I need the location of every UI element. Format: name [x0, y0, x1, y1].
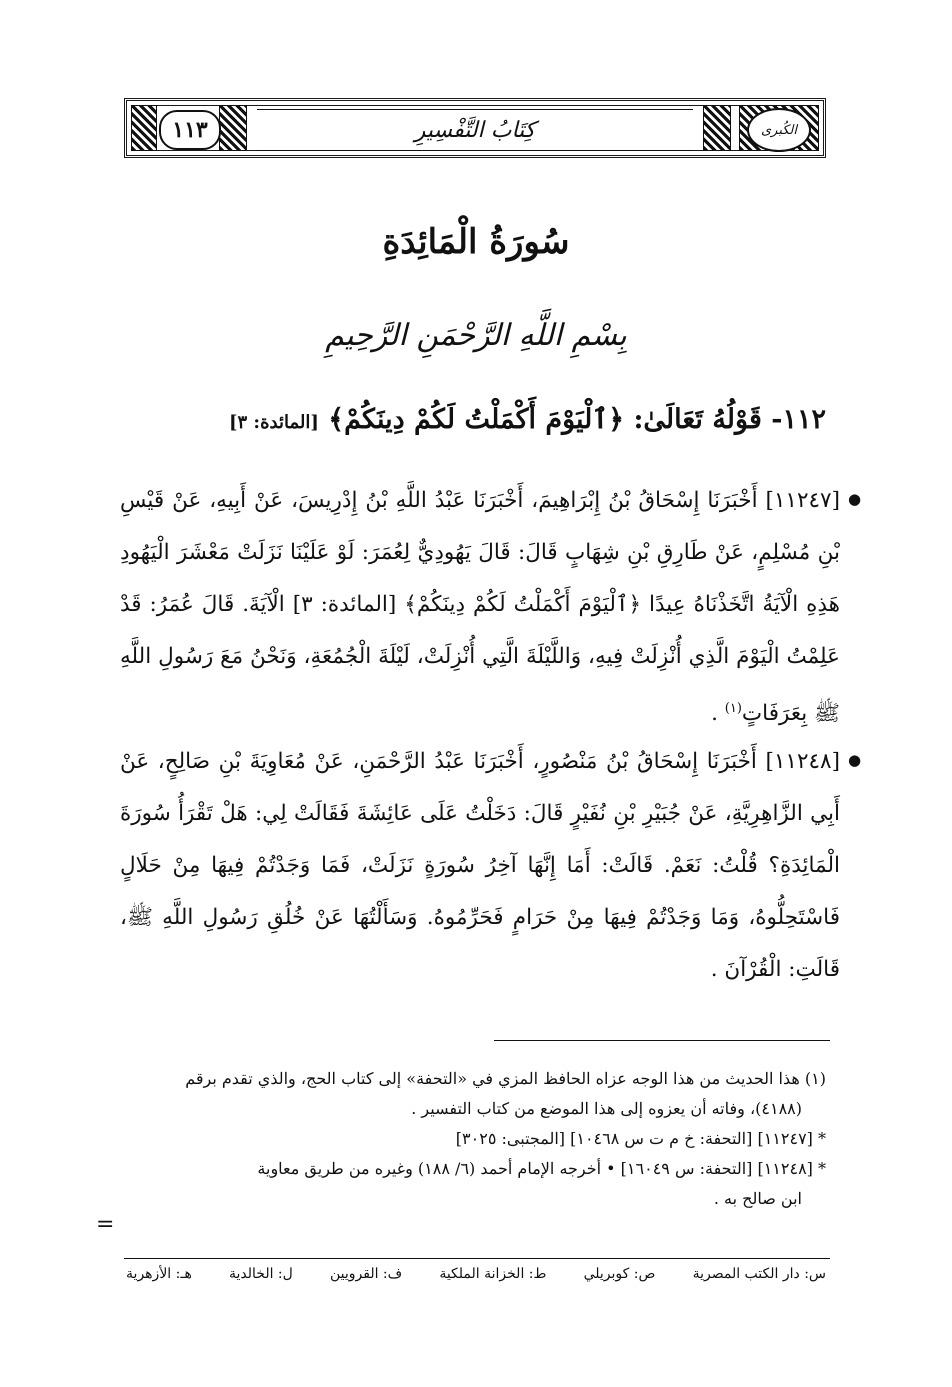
ornament-left-inner-icon	[219, 105, 247, 151]
basmala: بِسْمِ اللَّهِ الرَّحْمَنِ الرَّحِيمِ	[325, 318, 627, 353]
takhrij-11247: * [١١٢٤٧] [التحفة: خ م ت س ١٠٤٦٨] [المجتبى: ٣٠٢٥]	[455, 1129, 826, 1148]
footnotes	[116, 1064, 826, 1214]
hadith-text: [١١٢٤٧] أَخْبَرَنَا إِسْحَاقُ بْنُ إِبْرَاهِيمَ، أَخْبَرَنَا عَبْدُ اللَّهِ بْنُ إِدْرِيسَ، عَنْ أَبِيهِ، عَنْ قَيْسِ بْنِ مُسْلِمٍ، عَنْ طَارِقِ بْنِ شِهَابٍ قَالَ: قَالَ يَهُودِيٌّ لِعُمَرَ: لَوْ عَلَيْنَا نَزَلَتْ مَعْشَرَ الْيَهُودِ هَذِهِ الْآيَةُ اتَّخَذْنَاهُ عِيدًا ﴿ٱلْيَوْمَ أَكْمَلْتُ لَكُمْ دِينَكُمْ﴾ [المائدة: ٣] الْآيَةَ. قَالَ عُمَرُ: قَدْ عَلِمْتُ الْيَوْمَ الَّذِي أُنْزِلَتْ فِيهِ، وَاللَّيْلَةَ الَّتِي أُنْزِلَتْ، لَيْلَةَ الْجُمُعَةِ، وَنَحْنُ مَعَ رَسُولِ اللَّهِ ﷺ بِعَرَفَاتٍ	[120, 488, 840, 727]
section-heading-text: ١١٢- قَوْلُهُ تَعَالَىٰ: ﴿ٱلْيَوْمَ أَكْمَلْتُ لَكُمْ دِينَكُمْ﴾	[328, 404, 826, 435]
siglum-item: ل: الخالدية	[229, 1266, 293, 1282]
hadith-paragraph-11247	[120, 475, 840, 740]
takhrij-11248-line-2: ابن صالح به .	[713, 1189, 802, 1208]
footnote-divider	[494, 1040, 830, 1041]
bullet-icon: ●	[848, 751, 862, 769]
section-heading	[106, 404, 826, 435]
siglum-item: ص: كوبريلي	[583, 1266, 656, 1282]
footnote-1-line-2: (٤١٨٨)، وفاته أن يعزوه إلى هذا الموضع من كتاب التفسير .	[411, 1099, 802, 1118]
hadith-text: [١١٢٤٨] أَخْبَرَنَا إِسْحَاقُ بْنُ مَنْصُورٍ، أَخْبَرَنَا عَبْدُ الرَّحْمَنِ، عَنْ مُعَاوِيَةَ بْنِ صَالِحٍ، عَنْ أَبِي الزَّاهِرِيَّةِ، عَنْ جُبَيْرِ بْنِ نُفَيْرٍ قَالَ: دَخَلْتُ عَلَى عَائِشَةَ فَقَالَتْ لِي: هَلْ تَقْرَأُ سُورَةَ الْمَائِدَةِ؟ قُلْتُ: نَعَمْ. قَالَتْ: أَمَا إِنَّهَا آخِرُ سُورَةٍ نَزَلَتْ، فَمَا وَجَدْتُمْ فِيهَا مِنْ حَلَالٍ فَاسْتَحِلُّوهُ، وَمَا وَجَدْتُمْ فِيهَا مِنْ حَرَامٍ فَحَرِّمُوهُ. وَسَأَلْتُهَا عَنْ خُلُقِ رَسُولِ اللَّهِ ﷺ، قَالَتِ: الْقُرْآنَ .	[120, 749, 840, 982]
hadith-paragraph-11248	[120, 736, 840, 996]
continuation-mark: =	[96, 1212, 115, 1237]
book-section-title: كِتَابُ التَّفْسِيرِ	[257, 109, 693, 151]
siglum-item: ف: القرويين	[329, 1266, 403, 1282]
manuscript-sigla	[126, 1266, 826, 1282]
bullet-icon: ●	[848, 490, 862, 508]
page-number: ١١٣	[159, 110, 221, 150]
page-header	[124, 98, 826, 158]
siglum-item: ط: الخزانة الملكية	[439, 1266, 547, 1282]
ornament-left-icon	[131, 105, 157, 151]
takhrij-11248-line-1: * [١١٢٤٨] [التحفة: س ١٦٠٤٩] • أخرجه الإمام أحمد (٦/ ١٨٨) وغيره من طريق معاوية	[257, 1159, 826, 1178]
ornament-right-inner-icon	[703, 105, 731, 151]
book-seal: الكُبرى	[747, 108, 811, 152]
footnote-1-line-1: (١) هذا الحديث من هذا الوجه عزاه الحافظ المزي في «التحفة» إلى كتاب الحج، والذي تقدم برقم	[185, 1069, 826, 1088]
footnote-ref[interactable]: (١)	[724, 701, 742, 716]
surah-title: سُورَةُ الْمَائِدَةِ	[382, 222, 570, 262]
siglum-item: هـ: الأزهرية	[126, 1266, 192, 1282]
hadith-end: .	[711, 701, 725, 727]
section-heading-reference: [المائدة: ٣]	[228, 412, 319, 433]
sigla-divider	[124, 1258, 830, 1259]
siglum-item: س: دار الكتب المصرية	[692, 1266, 826, 1282]
